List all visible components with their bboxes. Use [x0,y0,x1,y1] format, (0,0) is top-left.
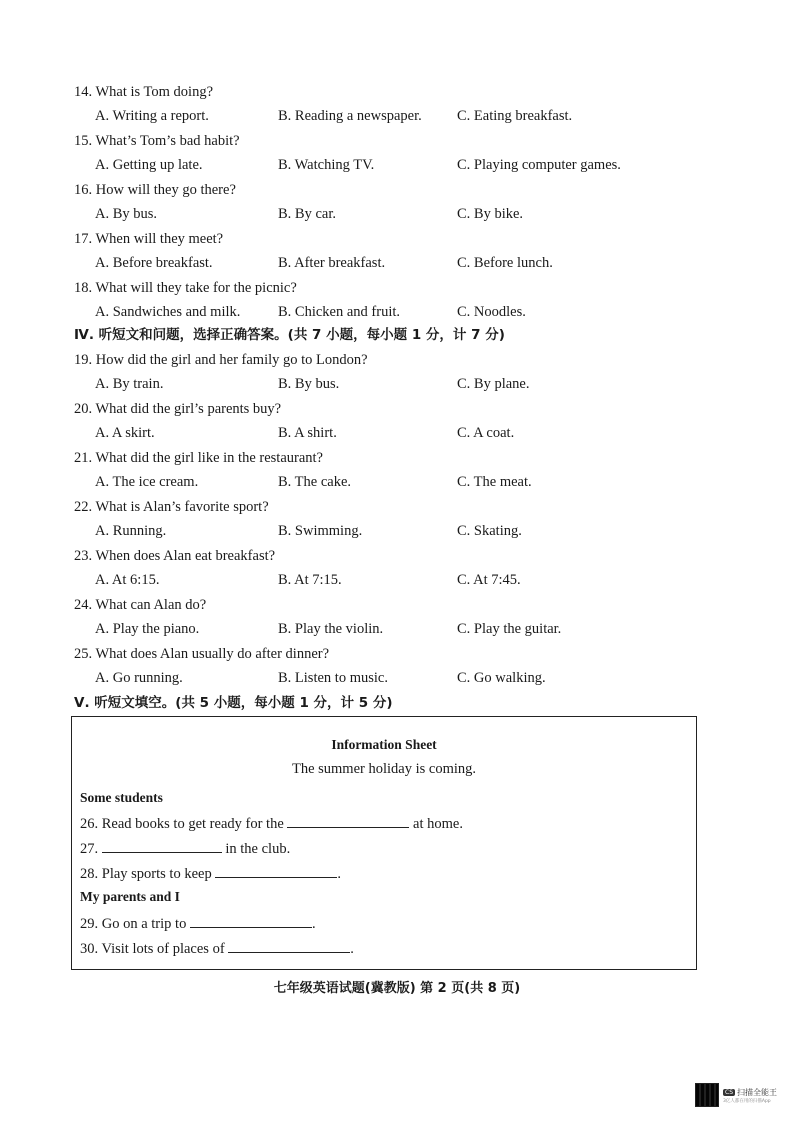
sheet-item-29 [80,913,316,933]
question-text: 21. What did the girl like in the restaurant? [74,450,323,466]
option-c[interactable]: C. A coat. [457,425,515,441]
question-text: 20. What did the girl’s parents buy? [74,401,282,417]
option-c[interactable]: C. By plane. [457,376,530,392]
question-text: 19. How did the girl and her family go to London? [74,352,368,368]
option-a[interactable]: A. Sandwiches and milk. [95,304,241,320]
option-a[interactable]: A. Play the piano. [95,621,200,637]
scanner-watermark [695,1082,785,1108]
option-c[interactable]: C. At 7:45. [457,572,521,588]
scanner-label: 扫描全能王 [737,1087,777,1097]
option-a[interactable]: A. Before breakfast. [95,255,213,271]
item-30-text: 30. Visit lots of places of [80,941,225,957]
scanner-logo-icon: CS [725,1088,733,1096]
question-text: 25. What does Alan usually do after dinner? [74,646,330,662]
item-29-after: . [311,916,316,932]
question-text: 18. What will they take for the picnic? [74,280,297,296]
option-b[interactable]: B. Listen to music. [278,670,388,686]
option-b[interactable]: B. Reading a newspaper. [278,108,422,124]
item-30-after: . [350,941,354,957]
question-text: 15. What’s Tom’s bad habit? [74,133,240,149]
item-29-blank[interactable] [190,913,312,928]
option-a[interactable]: A. Running. [95,523,167,539]
question-text: 17. When will they meet? [74,231,224,247]
option-a[interactable]: A. By bus. [95,206,158,222]
question-text: 14. What is Tom doing? [74,84,214,100]
sheet-group-some-students: Some students [80,790,163,805]
item-28-blank[interactable] [215,863,337,878]
sheet-item-28 [80,863,341,883]
option-b[interactable]: B. Watching TV. [278,157,375,173]
option-a[interactable]: A. The ice cream. [95,474,199,490]
item-26-blank[interactable] [287,813,409,828]
question-text: 23. When does Alan eat breakfast? [74,548,276,564]
sheet-subtitle: The summer holiday is coming. [291,761,477,777]
option-b[interactable]: B. After breakfast. [278,255,386,271]
option-c[interactable]: C. The meat. [457,474,532,490]
section-5-heading: Ⅴ. 听短文填空。(共 5 小题，每小题 1 分，计 5 分) [74,695,393,711]
scanner-tagline: 3亿人都在用的扫描App [723,1098,771,1104]
information-sheet [71,716,697,970]
option-b[interactable]: B. The cake. [278,474,352,490]
option-b[interactable]: B. A shirt. [278,425,337,441]
option-c[interactable]: C. Skating. [457,523,522,539]
item-30-blank[interactable] [228,938,350,953]
option-c[interactable]: C. Before lunch. [457,255,553,271]
option-a[interactable]: A. At 6:15. [95,572,160,588]
question-text: 24. What can Alan do? [74,597,207,613]
item-26-after: at home. [413,816,463,832]
option-a[interactable]: A. Getting up late. [95,157,203,173]
sheet-item-26 [80,813,463,833]
item-27-after: in the club. [225,841,291,857]
sheet-item-27 [80,838,290,858]
option-c[interactable]: C. Eating breakfast. [457,108,573,124]
sheet-title: Information Sheet [331,737,437,752]
option-b[interactable]: B. Play the violin. [278,621,384,637]
question-text: 16. How will they go there? [74,182,236,198]
page-footer: 七年级英语试题(冀教版) 第 2 页(共 8 页) [273,981,521,996]
option-b[interactable]: B. Swimming. [278,523,363,539]
option-b[interactable]: B. By bus. [278,376,340,392]
option-c[interactable]: C. Play the guitar. [457,621,562,637]
option-b[interactable]: B. Chicken and fruit. [278,304,401,320]
item-28-after: . [337,866,341,882]
item-27-text: 27. [80,841,99,857]
option-c[interactable]: C. By bike. [457,206,524,222]
item-28-text: 28. Play sports to keep [80,866,212,882]
item-27-blank[interactable] [102,838,222,853]
question-text: 22. What is Alan’s favorite sport? [74,499,269,515]
option-a[interactable]: A. Writing a report. [95,108,209,124]
sheet-group-my-parents: My parents and I [80,889,180,904]
option-a[interactable]: A. A skirt. [95,425,155,441]
sheet-item-30 [80,938,354,958]
option-b[interactable]: B. By car. [278,206,336,222]
option-b[interactable]: B. At 7:15. [278,572,342,588]
item-29-text: 29. Go on a trip to [80,916,187,932]
option-c[interactable]: C. Playing computer games. [457,157,621,173]
qr-code-icon [695,1083,719,1107]
option-c[interactable]: C. Go walking. [457,670,546,686]
item-26-text: 26. Read books to get ready for the [80,816,284,832]
option-a[interactable]: A. Go running. [95,670,183,686]
option-c[interactable]: C. Noodles. [457,304,526,320]
section-4-heading: Ⅳ. 听短文和问题，选择正确答案。(共 7 小题，每小题 1 分，计 7 分) [74,327,505,343]
option-a[interactable]: A. By train. [95,376,164,392]
